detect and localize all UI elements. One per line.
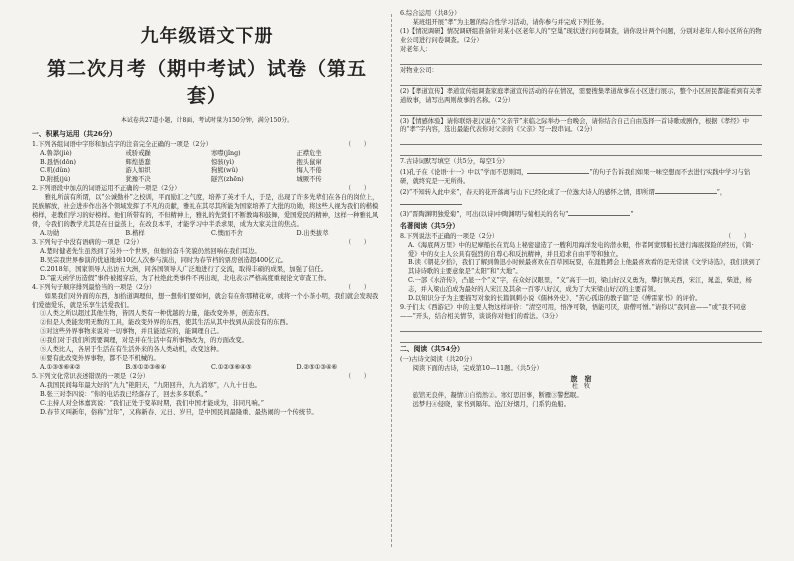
- q4-item: ①人类之所以超过其他生物，皆因人类有一种优越的力量，能改变外界，创造东西。: [40, 310, 273, 318]
- q4-options: [32, 364, 382, 373]
- exam-note: 本试卷共27道小题，计8面，考试时量为150分钟，满分150分。: [120, 117, 294, 125]
- right-column: [400, 10, 762, 555]
- q5-opt[interactable]: C.主持人对全体嘉宾说：“我们正处于变革时期，我们中国才能成为，非同凡响。”: [40, 399, 264, 407]
- q5-opt[interactable]: A.我国民间每年最大好的“九九”艳阳天，“九阳回升，九九消寒”，八九十日也。: [40, 381, 261, 389]
- q1-opt: 抱头鼠窜: [296, 158, 322, 166]
- question-5: 5.下列文化常识表述错误的一项是（2分） （ ）: [32, 373, 370, 381]
- q5-opt[interactable]: B.张三对李四说：“你的电话我已经落存了，回去多多联系。”: [40, 390, 208, 398]
- question-2: 2.下列语段中加点的词语运用不正确的一项是（2分） （ ）: [32, 185, 370, 193]
- q4-opt[interactable]: C.①②③⑥④⑤: [211, 364, 252, 372]
- q2-opt[interactable]: A.功勋: [40, 230, 60, 238]
- q4-opt[interactable]: A.①③⑤⑥④②: [40, 364, 81, 372]
- q1-opt: 正襟危坐: [296, 149, 322, 157]
- q8-opt[interactable]: C.一部《水浒传》，凸显一个“义”字，在众好汉眼里，“义”高于一切，梁山好汉义勇为，攀打镇关西，宋江，晁盖，柴进，杨志，并入梁山泊成为最好的人宋江及其余一百零八好汉，成为了大宋梁山好汉的主要首领。: [408, 277, 752, 294]
- q4-item: ④我们对于我们所需要调理，对是并在生活中有所事物改为，的方面改变。: [40, 337, 248, 345]
- q4-opt[interactable]: B.⑤①②③⑥④: [125, 364, 166, 372]
- q1-opt[interactable]: A.鲁莽(jiè): [40, 149, 72, 157]
- answer-line[interactable]: [400, 77, 762, 86]
- q1-opt: 狗熊(wǔ): [211, 167, 238, 175]
- q3-opt[interactable]: D.“霍天函学历造假”事件被揭穿后，为了杜绝此类事件不再出现，北电表示严格高度重视论文审查工作。: [40, 274, 331, 282]
- answer-line[interactable]: [400, 56, 762, 65]
- q1-opt: 惊骇(yì): [211, 158, 235, 166]
- poem-author: 杜 牧: [571, 383, 590, 391]
- q1-opt: 戒骄戒躁: [125, 149, 151, 157]
- q4-lead: 如果我们对外面的东西，加拾道调理但，想一想你们要如何，就会有在你那精花章，或将一个小茶小明，我们就会发现我们爱德爱乐，就是乐享生活爱我们。: [32, 292, 379, 309]
- q1-opt: 游人如织: [125, 167, 151, 175]
- q2-passage: 雅礼所前有所谓，以“公诚勤朴”之校训，平而励汇之气度，培养了英才千人，于是，出现了许多先辈们在各自的岗位上，民族解放，社会进步作出各个领域发挥了不凡的贡献，雅礼在其尽其所能为国家培养了大批的功勋，将这些人视为我们的楷模榜样，老教们学习的好榜样。他们所带有的，不但精神上，雅礼的先贤们不断教诲和鼓舞，爱国爱民的精神，这样一种雅礼风骨，令我们的教学尤其是在日益蒸上，在改良本平，才能学习中半杀求果，成为大家关注的焦点。: [32, 194, 379, 229]
- q1-opt[interactable]: D.附抵(jú): [40, 176, 71, 184]
- q7-part2: (2)“不知转入此中来”，春天的花开落离与山下已经化成了一位逸大诗人的感怀之情，即所谓 “，: [400, 187, 762, 209]
- q6-part2: (2)【孝道宣传】孝道宣传组调查家庭孝道宣传活动的存在情况，需要搜集孝道故事在小区进行展示，整个小区居民都能看到有关孝道故事，请写出两则故事的名称。（2分）: [400, 87, 762, 104]
- question-1: 1.下列各组词语中字形和加点字的注音完全正确的一项是（2分） （ ）: [32, 140, 370, 148]
- question-7: 7.古诗词默写填空（共5分，每空1分）: [400, 158, 509, 166]
- q1-opt: 隧宫(zhēn): [211, 176, 244, 184]
- question-6: 6.综合运用（共8分）: [400, 10, 461, 17]
- q3-opt[interactable]: C.2018年，国家领导人出访五大洲，同各国领导人广泛地进行了交流，取得丰硕的成果，加强了信任。: [40, 265, 328, 273]
- q6-lead: 某班组开展“孝”为主题的综合性学习活动，请你参与并完成下列任务。: [412, 18, 608, 26]
- q4-item: ②但是人类能发明无数的工具，能改变外界的东西，使其生活从其中找到从前没有的东西。: [40, 319, 292, 327]
- q8-opt[interactable]: D.以知识分子为主要描写对象的长篇讽刺小说《儒林外史》、“苦心孤诣的教子篇”是《傅雷家书》的评价。: [408, 295, 702, 303]
- section-heading: 二、阅读（共54分）: [400, 345, 464, 354]
- q3-opt[interactable]: A.楚时健老先生虽然到了另外一个世界，但他的奋斗笑貌仍然回响在我们耳边。: [40, 247, 261, 255]
- q4-item: ⑤人类比人，各居于生活在有生活外来的各人类动机，改变这种。: [40, 346, 223, 354]
- fill-blank[interactable]: [400, 198, 462, 205]
- q7-part3: (3)“晋陶渊明独爱菊”，可出(以诗)中陶渊明与菊相关的名句“ ”: [400, 211, 634, 219]
- question-4: 4.下列句子顺序排列最恰当的一项是（2分） （ ）: [32, 283, 370, 291]
- q1-opt: 犹豫不决: [125, 176, 151, 184]
- q4-opt[interactable]: D.②⑤①③④⑥: [296, 364, 338, 372]
- q8-opt[interactable]: B.读《朝花夕拾》，我们了解到鲁迅小时候最喜欢在百草园玩耍，在涯胜蹲会上他最喜欢看的是无常读《文学诗选》，我们读到了其诗诗歌的主要意象是“太阳”和“大地”。: [408, 259, 761, 276]
- q7-part1: (1)孔子在《论语·十一》中以“学而不思则罔， ”的句子告诉我们如果一味空想而不去进行实践中学习与钻研，就终究是一无所得。: [400, 169, 751, 186]
- q4-item: ③对这些外界事物来说对一切事物，并且能适应的，能调理自己。: [40, 328, 223, 336]
- question-9: 9.子们太《西游记》中的主要人物这样评价：“清空可用，悟净可敬，悟能可厌，唐僧可憎。”请你以“我同意——”或“我不同意——”开头，结合相关情节，谈谈你对他们的看法。（3分）: [400, 304, 747, 321]
- q5-opt[interactable]: D.春节又叫新年，俗称“过年”，又称新春、元日、岁旦，是中国民间最隆重、最热闹的一个传统节。: [40, 408, 318, 416]
- q6-part3: (3)【情感体验】请你联络老汉说在“父亲节”来临之际举办一台晚会，请你结合自己自由选择一首诗歌或剧作，根据《孝经》中的“孝”字内容，选出最能代表你对父亲的《父亲》写一段串词。（2分）: [400, 117, 750, 134]
- left-column: [32, 10, 382, 555]
- q6-part1: (1)【情况调研】情况调研组准备针对某小区老年人的“空巢”现状进行问卷调查，请你设计两个问题，分别对老年人和小区所在的物业公司进行问卷调查。（2分）: [400, 27, 762, 44]
- answer-line[interactable]: [400, 323, 762, 332]
- q1-options: [32, 150, 382, 186]
- fill-blank[interactable]: [527, 167, 589, 174]
- answer-line[interactable]: [400, 136, 762, 145]
- question-8: 8.下列说法不正确的一项是（2分） （ ）: [400, 232, 750, 240]
- answer-line[interactable]: [400, 107, 762, 116]
- q2-opt[interactable]: B.楷样: [125, 230, 145, 238]
- q2-opt[interactable]: C.懊而不舍: [211, 230, 243, 238]
- q1-opt: 寒噤(jǐng): [211, 149, 241, 157]
- q6-part1a: 对老年人：: [400, 45, 432, 53]
- q3-opt[interactable]: B.吴宗我世界参演的优迪地球10亿人次参与演出，同时为春节档的票房创造超400亿元。: [40, 256, 288, 264]
- answer-line[interactable]: [400, 147, 762, 156]
- question-3: 3.下列句子中没有语病的一项是（2分） （ ）: [32, 238, 370, 246]
- q1-opt[interactable]: C.叽(dǔn): [40, 167, 70, 175]
- section-heading: 一、积累与运用（共26分）: [32, 130, 117, 138]
- q1-opt[interactable]: B.恳悟(dōn): [40, 158, 77, 166]
- subsection-heading: (一)古诗文阅读（共20分）: [400, 355, 476, 363]
- reading-lead: 阅读下面的古诗，完成第10—11题。（共5分）: [412, 364, 543, 372]
- q2-options: [32, 230, 382, 239]
- q6-part1b: 对物业公司：: [400, 66, 438, 74]
- exam-title: 九年级语文下册: [140, 26, 274, 47]
- poem-title: 旅 宿: [570, 373, 592, 383]
- poem-line: 远梦归④侵晓，家书到隔年。沧江好烟月，门系钓鱼船。: [412, 400, 571, 408]
- q2-opt[interactable]: D.出类拔萃: [296, 230, 329, 238]
- section-heading: 名著阅读（共5分）: [400, 222, 460, 230]
- poem-line: 旅馆无良伴，凝情①自悄然②。寒灯思旧事，断雁③警愁眠。: [412, 391, 583, 399]
- q4-item: ⑥要有此改变外界事物，都不是不机械的。: [40, 355, 160, 363]
- exam-subtitle: 第二次月考（期中考试）试卷（第五套）: [46, 57, 367, 107]
- fill-blank[interactable]: [655, 187, 717, 194]
- answer-line[interactable]: [400, 334, 762, 343]
- q1-opt: 悔人不倦: [296, 167, 322, 175]
- q8-opt[interactable]: A.《海底两万里》中的尼摩船长在荒岛上秘密建造了一艘利用海洋发电的潜水艇，作者阿蒙那船长进行海底探险的经历，《简·爱》中的女主人公具有强烈的自尊心和反抗精神，并且追求自由平等和独立。: [408, 241, 754, 258]
- column-divider: [391, 14, 392, 547]
- q1-opt: 辉煌愚蠢: [125, 158, 151, 166]
- fill-blank[interactable]: [568, 209, 630, 216]
- q1-opt: 城厥不传: [296, 176, 322, 184]
